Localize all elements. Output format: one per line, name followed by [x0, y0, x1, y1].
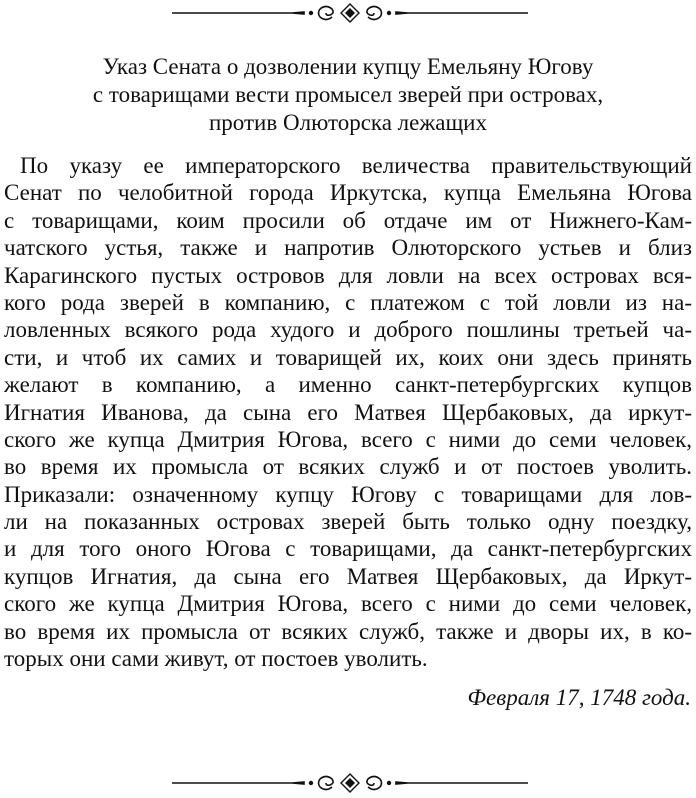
title-line: с товарищами вести промысел зверей при островах, — [92, 82, 604, 107]
body-line: ли на показанных островах зверей быть только одну поездку, — [4, 509, 692, 535]
body-line: желают в компанию, а именно санкт-петербургских купцов — [4, 372, 692, 398]
document-title — [0, 53, 696, 137]
ornament-divider-icon — [172, 773, 528, 793]
body-line: купцов Игнатия, да сына его Матвея Щербаковых, да Иркут- — [4, 563, 692, 589]
ornament-divider-icon — [172, 3, 528, 23]
body-line: кого рода зверей в компанию, с платежом с той ловли из на- — [4, 289, 692, 315]
body-line: ского же купца Дмитрия Югова, всего с ними до семи человек, — [4, 426, 692, 452]
body-line: чатского устья, также и напротив Олюторского устьев и близ — [4, 235, 692, 261]
body-line: Карагинского пустых островов для ловли на всех островах вся- — [4, 262, 692, 288]
body-line: Игнатия Иванова, да сына его Матвея Щербаковых, да иркут- — [4, 399, 692, 425]
body-line: во время их промысла от всяких служб и от постоев уволить. — [4, 454, 692, 480]
body-line: торых они сами живут, от постоев уволить. — [4, 646, 428, 672]
body-line: сти, и чтоб их самих и товарищей их, коих они здесь принять — [4, 344, 692, 370]
document-body — [4, 152, 692, 672]
document-date: Февраля 17, 1748 года. — [467, 685, 691, 710]
body-line: По указу ее императорского величества правительствующий — [20, 153, 692, 178]
body-line: Сенат по челобитной города Иркутска, купца Емельяна Югова — [4, 180, 692, 206]
body-line: Приказали: означенному купцу Югову с товарищами для лов- — [4, 481, 692, 507]
title-line: Указ Сената о дозволении купцу Емельяну Югову — [102, 54, 594, 79]
body-line: и для того оного Югова с товарищами, да санкт-петербургских — [4, 536, 692, 562]
body-line: ского же купца Дмитрия Югова, всего с ними до семи человек, — [4, 591, 692, 617]
body-line: с товарищами, коим просили об отдаче им от Нижнего-Кам- — [4, 207, 692, 233]
body-line: ловленных всякого рода худого и доброго пошлины третьей ча- — [4, 317, 692, 343]
title-line: против Олюторска лежащих — [209, 110, 487, 135]
body-line: во время их промысла от всяких служб, также и дворы их, в ко- — [4, 618, 692, 644]
